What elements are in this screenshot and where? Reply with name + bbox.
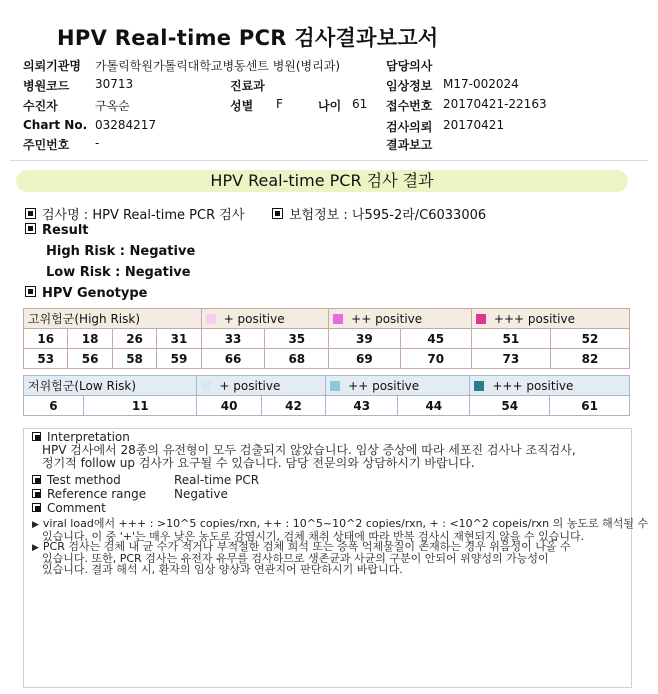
low-risk-title: 저위험군(Low Risk) bbox=[24, 376, 197, 396]
header-label-receipt-no: 접수번호 bbox=[386, 99, 433, 113]
legend-swatch bbox=[474, 381, 484, 391]
legend-swatch bbox=[333, 314, 343, 324]
header-value-clinical-info: M17-002024 bbox=[443, 77, 519, 91]
legend-plus-plus-plus: +++ positive bbox=[470, 376, 630, 396]
header-label-chart-no: Chart No. bbox=[23, 118, 88, 132]
bullet-icon bbox=[25, 223, 36, 234]
genotype-cell: 53 bbox=[24, 349, 68, 369]
legend-swatch bbox=[206, 314, 216, 324]
header-label-department: 진료과 bbox=[230, 79, 265, 93]
header-label-clinical-info: 임상정보 bbox=[386, 79, 433, 93]
header-label-patient: 수진자 bbox=[23, 99, 58, 113]
bullet-icon bbox=[272, 208, 283, 219]
comment-heading: Comment bbox=[32, 502, 106, 515]
low-risk-table-header bbox=[24, 376, 630, 396]
legend-plus-plus: ++ positive bbox=[329, 309, 472, 329]
reference-range-value: Negative bbox=[174, 487, 228, 501]
high-risk-title: 고위험군(High Risk) bbox=[24, 309, 202, 329]
low-risk-genotype-table bbox=[23, 375, 630, 416]
arrow-right-icon: ▶ bbox=[32, 520, 39, 530]
header-value-receipt-no: 20170421-22163 bbox=[443, 97, 547, 111]
comment-2-line-1: ▶ PCR 검사는 검체 내 균 수가 적거나 부적절한 검체 희석 또는 증폭 억제물질이 존재하는 경우 위음성이 나올 수 bbox=[32, 540, 571, 553]
insurance-info: 보험정보 : 나595-2라/C6033006 bbox=[272, 204, 486, 223]
header-value-request-date: 20170421 bbox=[443, 118, 505, 132]
header-value-age: 61 bbox=[352, 97, 368, 111]
genotype-cell: 54 bbox=[470, 396, 550, 416]
legend-plus: + positive bbox=[201, 309, 328, 329]
genotype-cell: 59 bbox=[157, 349, 201, 369]
interpretation-heading: Interpretation bbox=[32, 431, 130, 444]
genotype-cell: 33 bbox=[201, 329, 265, 349]
reference-range-label: Reference range bbox=[32, 488, 146, 501]
bullet-icon bbox=[25, 286, 36, 297]
genotype-cell: 39 bbox=[329, 329, 400, 349]
comment-2-line-3: 있습니다. 결과 해석 시, 환자의 임상 양상과 연관지어 판단하시기 바랍니다. bbox=[42, 563, 403, 576]
genotype-cell: 18 bbox=[68, 329, 112, 349]
section-title: HPV Real-time PCR 검사 결과 bbox=[210, 171, 434, 190]
header-label-resident-no: 주민번호 bbox=[23, 138, 70, 152]
legend-plus-plus: ++ positive bbox=[326, 376, 470, 396]
legend-swatch bbox=[201, 381, 211, 391]
comment-1-line-2: 있습니다. 이 중 '+'는 매우 낮은 농도로 감염시기, 검체 채취 상태에 따라 반복 검사시 재현되지 않을 수 있습니다. bbox=[42, 530, 585, 543]
genotype-cell: 66 bbox=[201, 349, 265, 369]
arrow-right-icon: ▶ bbox=[32, 543, 39, 553]
genotype-heading: HPV Genotype bbox=[25, 286, 147, 301]
genotype-cell: 70 bbox=[400, 349, 471, 369]
genotype-cell: 6 bbox=[24, 396, 84, 416]
genotype-cell: 73 bbox=[471, 349, 550, 369]
genotype-cell: 35 bbox=[265, 329, 329, 349]
header-value-sex: F bbox=[276, 97, 283, 111]
result-high-risk: High Risk : Negative bbox=[46, 244, 196, 259]
header-value-institution: 가톨릭학원가톨릭대학교병동센트 병원(병리과) bbox=[95, 59, 341, 73]
genotype-cell: 44 bbox=[398, 396, 470, 416]
bullet-icon bbox=[32, 503, 41, 512]
interpretation-line-1: HPV 검사에서 28종의 유전형이 모두 검출되지 않았습니다. 임상 증상에 따라 세포진 검사나 조직검사, bbox=[42, 443, 576, 457]
header-value-hospital-code: 30713 bbox=[95, 77, 134, 91]
genotype-cell: 26 bbox=[112, 329, 156, 349]
comment-1-line-1: ▶ viral load에서 +++ : >10^5 copies/rxn, ++ : 10^5~10^2 copies/rxn, + : <10^2 copeis/rxn 의 농도로 해석될 수 bbox=[32, 517, 649, 530]
high-risk-row bbox=[24, 349, 630, 369]
test-method-label: Test method bbox=[32, 474, 121, 487]
genotype-cell: 31 bbox=[157, 329, 201, 349]
bullet-icon bbox=[32, 432, 41, 441]
bullet-icon bbox=[25, 208, 36, 219]
genotype-cell: 16 bbox=[24, 329, 68, 349]
header-value-resident-no: - bbox=[95, 136, 100, 150]
legend-swatch bbox=[330, 381, 340, 391]
header-label-sex: 성별 bbox=[230, 99, 254, 113]
genotype-cell: 69 bbox=[329, 349, 400, 369]
header-label-doctor: 담당의사 bbox=[386, 59, 433, 73]
legend-swatch bbox=[476, 314, 486, 324]
genotype-cell: 45 bbox=[400, 329, 471, 349]
genotype-cell: 40 bbox=[197, 396, 261, 416]
test-method-value: Real-time PCR bbox=[174, 473, 260, 487]
test-name: 검사명 : HPV Real-time PCR 검사 bbox=[25, 204, 244, 223]
genotype-cell: 56 bbox=[68, 349, 112, 369]
header-label-request-date: 검사의뢰 bbox=[386, 120, 433, 134]
high-risk-row bbox=[24, 329, 630, 349]
legend-plus-plus-plus: +++ positive bbox=[471, 309, 629, 329]
genotype-cell: 42 bbox=[261, 396, 325, 416]
genotype-cell: 43 bbox=[326, 396, 398, 416]
genotype-cell: 51 bbox=[471, 329, 550, 349]
genotype-cell: 11 bbox=[83, 396, 196, 416]
genotype-cell: 52 bbox=[550, 329, 629, 349]
header-label-age: 나이 bbox=[318, 99, 342, 113]
header-label-report-date: 결과보고 bbox=[386, 138, 433, 152]
high-risk-table-header bbox=[24, 309, 630, 329]
interpretation-line-2: 정기적 follow up 검사가 요구될 수 있습니다. 담당 전문의와 상담하시기 바랍니다. bbox=[42, 456, 475, 470]
legend-plus: + positive bbox=[197, 376, 326, 396]
header-label-hospital-code: 병원코드 bbox=[23, 79, 70, 93]
header-value-patient: 구옥순 bbox=[95, 99, 130, 113]
genotype-cell: 61 bbox=[550, 396, 630, 416]
header-value-chart-no: 03284217 bbox=[95, 118, 157, 132]
header-divider bbox=[10, 160, 648, 161]
bullet-icon bbox=[32, 489, 41, 498]
low-risk-row bbox=[24, 396, 630, 416]
genotype-cell: 68 bbox=[265, 349, 329, 369]
result-heading: Result bbox=[25, 223, 89, 238]
bullet-icon bbox=[32, 475, 41, 484]
report-title: HPV Real-time PCR 검사결과보고서 bbox=[57, 26, 439, 50]
genotype-cell: 82 bbox=[550, 349, 629, 369]
result-low-risk: Low Risk : Negative bbox=[46, 265, 191, 280]
header-label-institution: 의뢰기관명 bbox=[23, 59, 81, 73]
high-risk-genotype-table bbox=[23, 308, 630, 369]
genotype-cell: 58 bbox=[112, 349, 156, 369]
comment-2-line-2: 있습니다. 또한, PCR 검사는 유전자 유무를 검사하므로 생존균과 사균의 구분이 안되어 위양성의 가능성이 bbox=[42, 552, 549, 565]
